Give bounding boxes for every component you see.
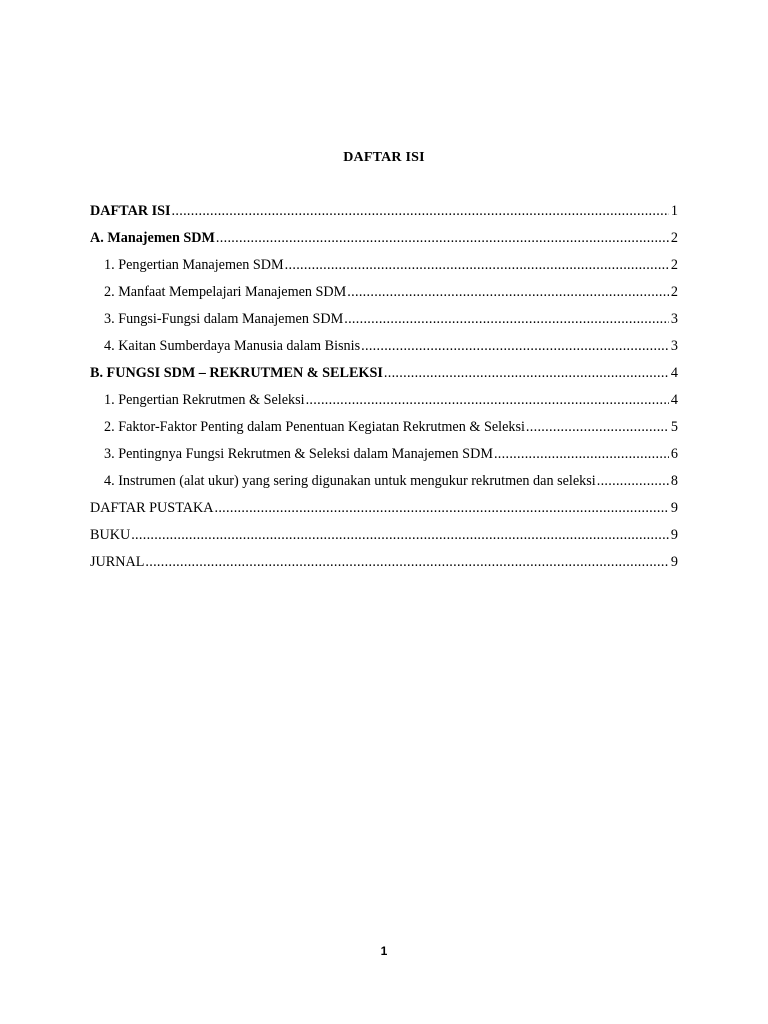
toc-entry[interactable] xyxy=(90,309,678,336)
toc-entry[interactable] xyxy=(90,498,678,525)
toc-entry[interactable] xyxy=(90,417,678,444)
toc-dot-leader xyxy=(526,417,669,437)
toc-dot-leader xyxy=(172,201,669,221)
toc-entry-label: 4. Kaitan Sumberdaya Manusia dalam Bisnis xyxy=(104,338,361,354)
toc-entry-page: 8 xyxy=(670,473,678,489)
page-title: DAFTAR ISI xyxy=(343,150,425,165)
toc-entry-label: DAFTAR ISI xyxy=(90,203,171,219)
page-number: 1 xyxy=(380,944,388,958)
toc-entry-page: 4 xyxy=(670,392,678,408)
toc-entry-page: 3 xyxy=(670,338,678,354)
toc-entry-page: 6 xyxy=(670,446,678,462)
toc-entry[interactable] xyxy=(90,444,678,471)
toc-dot-leader xyxy=(306,390,669,410)
toc-entry-label: 2. Manfaat Mempelajari Manajemen SDM xyxy=(104,284,347,300)
toc-entry[interactable] xyxy=(90,471,678,498)
toc-dot-leader xyxy=(384,363,669,383)
toc-entry-page: 3 xyxy=(670,311,678,327)
toc-dot-leader xyxy=(494,444,669,464)
toc-entry-page: 9 xyxy=(670,554,678,570)
toc-dot-leader xyxy=(214,498,669,518)
toc-dot-leader xyxy=(216,228,669,248)
toc-entry-page: 2 xyxy=(670,284,678,300)
toc-dot-leader xyxy=(285,255,669,275)
toc-dot-leader xyxy=(361,336,669,356)
toc-entry-label: DAFTAR PUSTAKA xyxy=(90,500,214,516)
toc-entry[interactable] xyxy=(90,282,678,309)
toc-dot-leader xyxy=(344,309,669,329)
toc-entry-label: 1. Pengertian Rekrutmen & Seleksi xyxy=(104,392,305,408)
toc-entry-page: 9 xyxy=(670,527,678,543)
toc-entry-label: 3. Fungsi-Fungsi dalam Manajemen SDM xyxy=(104,311,344,327)
toc-entry-page: 5 xyxy=(670,419,678,435)
toc-entry[interactable] xyxy=(90,201,678,228)
toc-dot-leader xyxy=(131,525,669,545)
toc-entry-label: 4. Instrumen (alat ukur) yang sering digunakan untuk mengukur rekrutmen dan seleksi xyxy=(104,473,596,489)
toc-entry-label: B. FUNGSI SDM – REKRUTMEN & SELEKSI xyxy=(90,365,383,381)
toc-dot-leader xyxy=(347,282,669,302)
toc-entry[interactable] xyxy=(90,336,678,363)
toc-entry-page: 4 xyxy=(670,365,678,381)
toc-entry-label: 1. Pengertian Manajemen SDM xyxy=(104,257,284,273)
toc-entry[interactable] xyxy=(90,390,678,417)
toc-dot-leader xyxy=(145,552,669,572)
toc-entry-page: 2 xyxy=(670,230,678,246)
table-of-contents xyxy=(90,201,678,579)
toc-entry[interactable] xyxy=(90,255,678,282)
toc-entry-label: BUKU xyxy=(90,527,131,543)
toc-entry-label: JURNAL xyxy=(90,554,145,570)
toc-entry-label: 2. Faktor-Faktor Penting dalam Penentuan Kegiatan Rekrutmen & Seleksi xyxy=(104,419,525,435)
toc-entry[interactable] xyxy=(90,552,678,579)
toc-entry-page: 1 xyxy=(670,203,678,219)
toc-dot-leader xyxy=(597,471,669,491)
toc-entry-label: 3. Pentingnya Fungsi Rekrutmen & Seleksi dalam Manajemen SDM xyxy=(104,446,493,462)
toc-entry[interactable] xyxy=(90,525,678,552)
toc-entry[interactable] xyxy=(90,363,678,390)
toc-entry[interactable] xyxy=(90,228,678,255)
toc-entry-page: 2 xyxy=(670,257,678,273)
toc-entry-page: 9 xyxy=(670,500,678,516)
toc-entry-label: A. Manajemen SDM xyxy=(90,230,215,246)
